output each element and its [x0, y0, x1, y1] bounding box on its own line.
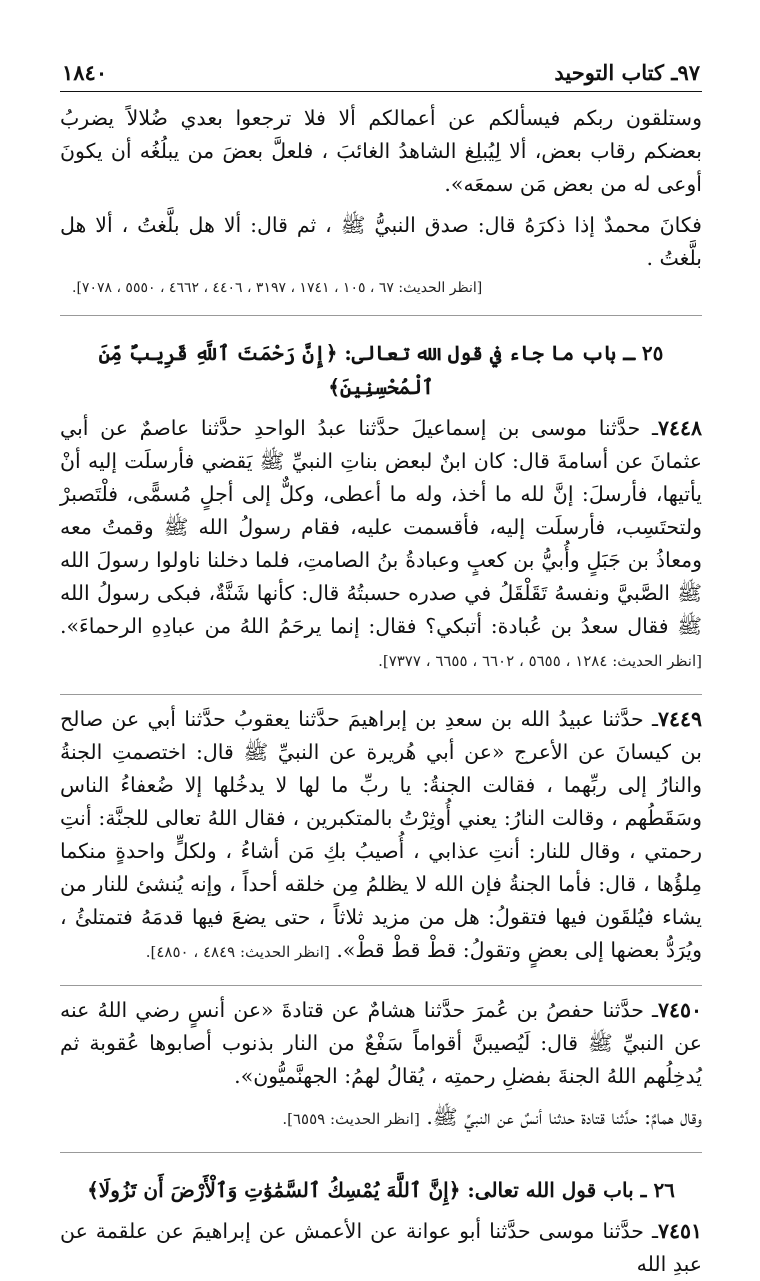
hadith-cross-reference: [انظر الحديث: ٦٥٥٩]. — [282, 1110, 420, 1128]
hadith-cross-reference: [انظر الحديث: ٦٧ ، ١٠٥ ، ١٧٤١ ، ٣١٩٧ ، ٤٤٠٦ ، ٤٦٦٢ ، ٥٥٥٠ ، ٧٠٧٨]. — [72, 280, 483, 296]
hadith-text: ـ حدَّثنا موسى حدَّثنا أبو عوانة عن الأعمش عن إبراهيمَ عن علقمة عن عبدِ الله — [60, 1219, 702, 1276]
book-title: ٩٧ـ كتاب التوحيد — [554, 60, 700, 85]
section-divider — [60, 694, 702, 695]
section-divider — [60, 315, 702, 316]
hadith-number: ٧٤٥٠ — [657, 998, 702, 1022]
hadith-number: ٧٤٤٩ — [657, 707, 702, 731]
chapter-title-25: ٢٥ ـ باب ما جاء في قول الله تعالى: ﴿إِنَّ رَحْمَتَ ٱللَّهِ قَرِيبٌ مِّنَ ٱلْمُحْسِنِينَ﴾ — [98, 341, 664, 399]
hadith-cross-reference: [انظر الحديث: ٤٨٤٩ ، ٤٨٥٠]. — [145, 943, 330, 961]
chapter-title-26: ٢٦ ـ باب قول الله تعالى: ﴿إِنَّ ٱللَّهَ يُمْسِكُ ٱلسَّمَٰوَٰتِ وَٱلْأَرْضَ أَن تَزُولَا﴾ — [87, 1178, 675, 1202]
hadith-text: ـ حدَّثنا موسى بن إسماعيلَ حدَّثنا عبدُ الواحدِ حدَّثنا عاصمٌ عن أبي عثمانَ عن أسامةَ قال: كان ابنٌ لبعض بناتِ النبيِّ ﷺ يَقضي فأرسلَت إليه أنْ يأتيها، فأرسلَ: إنَّ لله ما أخذ، وله ما أعطى، وكلٌّ إلى أجلٍ مُسمًّى، فلْتَصبرْ ولتحتَسِب، فأرسلَت إليه، فأقسمت عليه، فقام رسولُ الله ﷺ وقمتُ معه ومعاذُ بن جَبَلٍ وأُبيُّ بن كعبٍ وعبادةُ بنُ الصامتِ، فلما دخلنا ناولوا رسولَ الله ﷺ الصَّبيَّ ونفسهُ تَقَلْقَلُ في صدره حسبتُهُ قال: كأنها شَنَّةٌ، فبكى رسولُ الله ﷺ فقال سعدُ بن عُبادة: أتبكي؟ فقال: إنما يرحَمُ اللهُ من عبادِهِ الرحماءَ». — [60, 416, 702, 638]
hadith-7448 — [60, 412, 702, 678]
hadith-number: ٧٤٤٨ — [657, 416, 702, 440]
hadith-text: ـ حدَّثنا حفصُ بن عُمرَ حدَّثنا هشامٌ عن قتادةَ «عن أنسٍ رضي اللهُ عنه عن النبيِّ ﷺ قال: لَيُصيبنَّ أقواماً سَفْعٌ من النار بذنوب أصابوها عُقوبة ثم يُدخِلُهم اللهُ الجنةَ بفضلِ رحمتِه ، يُقالُ لهمُ: الجهنَّميُّون». — [60, 998, 702, 1088]
section-divider — [60, 985, 702, 986]
hadith-7450-addendum — [60, 1101, 702, 1136]
hadith-number: ٧٤٥١ — [657, 1219, 702, 1243]
paragraph-continuation: وستلقون ربكم فيسألكم عن أعمالكم ألا فلا ترجعوا بعدي ضُلالاً يضربُ بعضكم رقاب بعض، ألا لِيُبلِغ الشاهدُ الغائبَ ، فلعلَّ بعضَ من يبلُغُه أن يكونَ أوعى له من بعض مَن سمعَه». — [60, 106, 702, 196]
paragraph-narrator-remark: فكانَ محمدٌ إذا ذكرَهُ قال: صدق النبيُّ ﷺ ، ثم قال: ألا هل بلَّغتُ ، ألا هل بلَّغتُ . — [60, 213, 702, 270]
section-divider — [60, 1152, 702, 1153]
hadith-7450 — [60, 994, 702, 1093]
hadith-cross-reference: [انظر الحديث: ١٢٨٤ ، ٥٦٥٥ ، ٦٦٠٢ ، ٦٦٥٥ ، ٧٣٧٧]. — [378, 652, 702, 670]
hadith-7449 — [60, 703, 702, 969]
hadith-text: ـ حدَّثنا عبيدُ الله بن سعدِ بن إبراهيمَ حدَّثنا يعقوبُ حدَّثنا أبي عن صالح بن كيسانَ عن الأعرج «عن أبي هُريرة عن النبيِّ ﷺ قال: اختصمتِ الجنةُ والنارُ إلى ربِّهما ، فقالت الجنةُ: يا ربِّ ما لها لا يدخُلها إلا ضُعفاءُ الناس وسَقَطُهم ، وقالت النارُ: يعني أُوثِرْتُ بالمتكبرين ، فقال اللهُ تعالى للجنَّة: أنتِ رحمتي ، وقال للنار: أنتِ عذابي ، أُصيبُ بكِ مَن أشاءُ ، ولكلٍّ واحدةٍ منكما مِلؤُها ، قال: فأما الجنةُ فإن الله لا يظلمُ مِن خلقه أحداً ، وإنه يُنشئ للنار من يشاء فيُلقَون فيها فتقولُ: هل من مزيد ثلاثاً ، حتى يضعَ فيها قدمَهُ فتمتلئُ ، ويُرَدُّ بعضها إلى بعضٍ وتقولُ: قطْ قطْ قطْ». — [60, 707, 702, 962]
hadith-text: وقال همامٌ: حدَّثنا قتادة حدثنا أنسٌ عن النبيِّ ﷺ. — [426, 1105, 702, 1129]
hadith-7451 — [60, 1215, 702, 1281]
page-number: ١٨٤٠ — [62, 60, 108, 85]
page-header — [60, 56, 702, 92]
